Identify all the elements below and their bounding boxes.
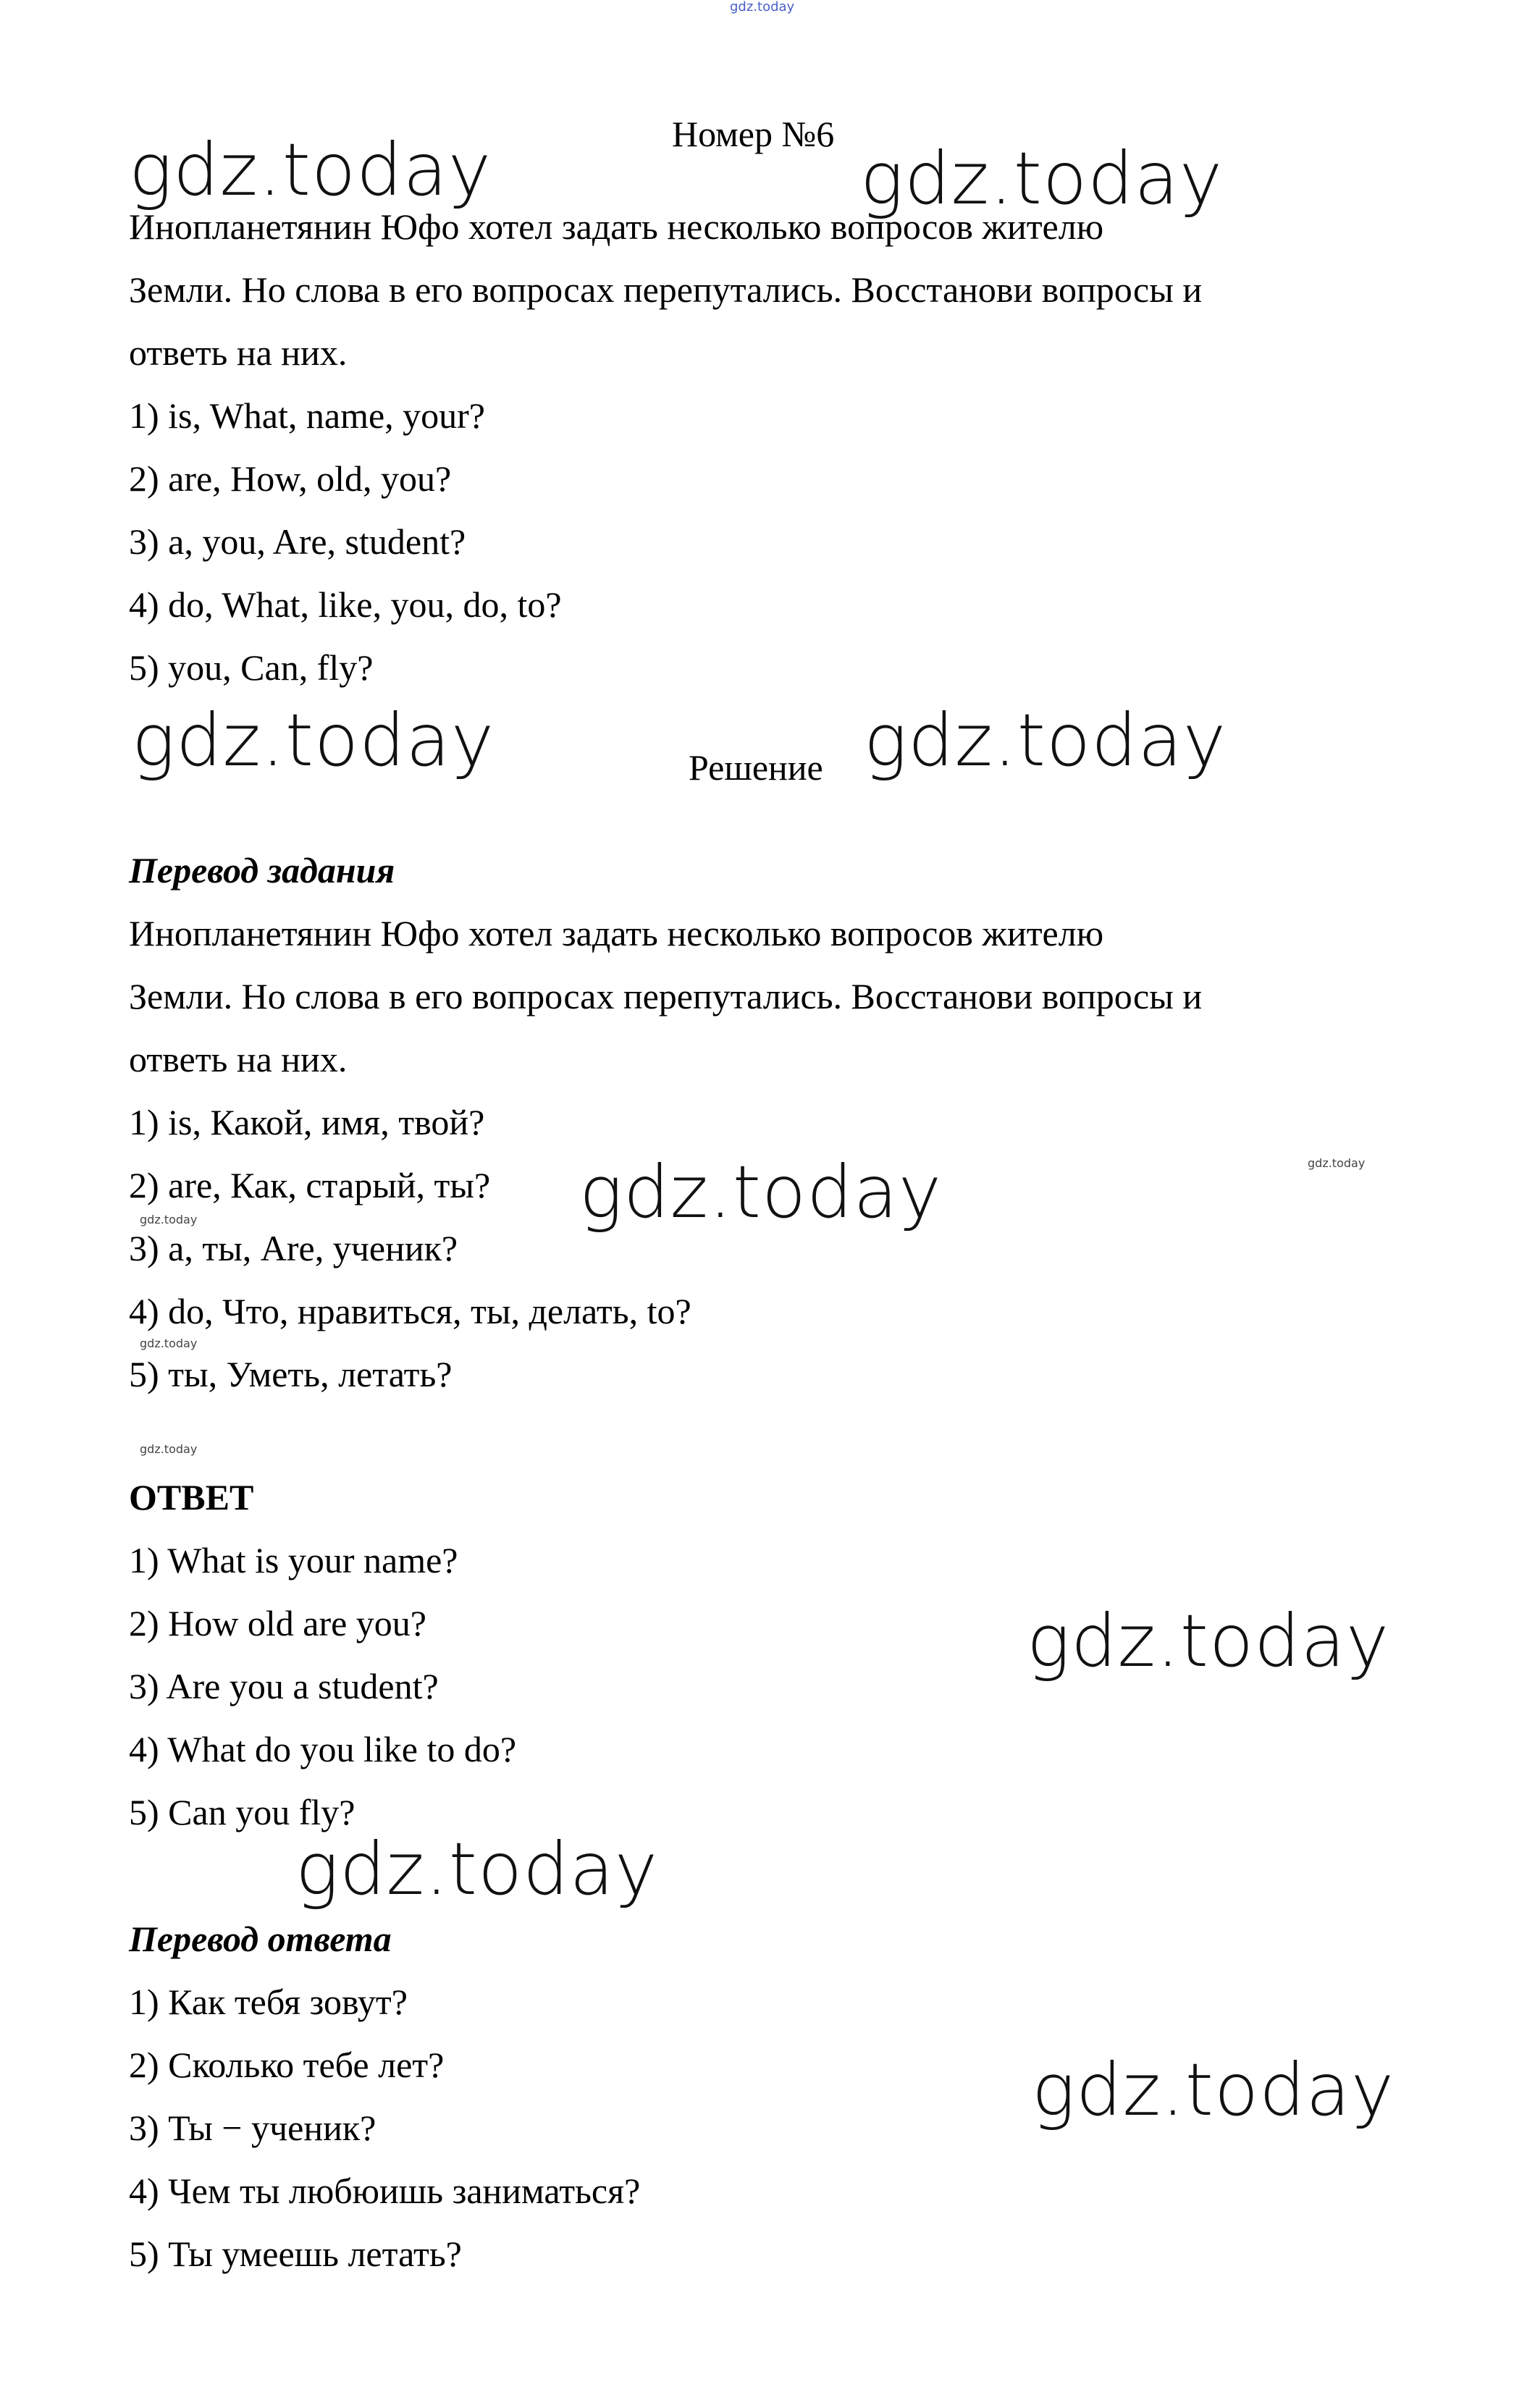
task-item-4: 4) do, What, like, you, do, to? [129,584,562,625]
answer-translation-item-5: 5) Ты умеешь летать? [129,2234,462,2274]
task-translation-line-2: Земли. Но слова в его вопросах перепутались. Восстанови вопросы и [129,976,1203,1016]
watermark-logo: gdz.today [864,698,1227,783]
task-item-2: 2) are, How, old, you? [129,458,452,499]
task-translation-item-5: 5) ты, Уметь, летать? [129,1354,453,1394]
answer-item-4: 4) What do you like to do? [129,1729,517,1769]
task-line-2: Земли. Но слова в его вопросах перепутались. Восстанови вопросы и [129,269,1203,310]
watermark-small: gdz.today [1308,1156,1366,1170]
task-translation-line-3: ответь на них. [129,1039,348,1079]
watermark-logo: gdz.today [132,698,495,783]
top-watermark: gdz.today [730,0,795,14]
answer-translation-item-3: 3) Ты − ученик? [129,2108,377,2148]
watermark-logo: gdz.today [295,1827,659,1911]
task-translation-item-4: 4) do, Что, нравиться, ты, делать, to? [129,1291,691,1331]
task-item-1: 1) is, What, name, your? [129,395,485,436]
answer-translation-item-4: 4) Чем ты любюишь заниматься? [129,2171,641,2211]
task-line-1: Инопланетянин Юфо хотел задать несколько вопросов жителю [129,206,1104,247]
answer-translation-heading: Перевод ответа [129,1919,392,1959]
answer-heading: ОТВЕТ [129,1477,254,1517]
answer-item-5: 5) Can you fly? [129,1792,356,1832]
solution-label: Решение [689,747,823,788]
watermark-logo: gdz.today [1027,1599,1390,1683]
watermark-logo: gdz.today [860,136,1224,221]
task-item-3: 3) a, you, Are, student? [129,521,466,562]
task-translation-item-3: 3) a, ты, Are, ученик? [129,1228,458,1268]
task-item-5: 5) you, Can, fly? [129,647,374,688]
answer-translation-item-2: 2) Сколько тебе лет? [129,2045,445,2085]
watermark-small: gdz.today [140,1336,198,1350]
answer-item-1: 1) What is your name? [129,1540,458,1580]
watermark-small: gdz.today [140,1442,198,1456]
task-translation-item-2: 2) are, Как, старый, ты? [129,1165,491,1205]
page-title: Номер №6 [672,114,835,154]
task-translation-item-1: 1) is, Какой, имя, твой? [129,1102,485,1142]
task-line-3: ответь на них. [129,332,348,373]
watermark-logo: gdz.today [129,127,492,212]
watermark-small: gdz.today [140,1213,198,1226]
task-translation-line-1: Инопланетянин Юфо хотел задать несколько вопросов жителю [129,913,1104,953]
answer-item-2: 2) How old are you? [129,1603,426,1643]
watermark-logo: gdz.today [579,1150,943,1234]
watermark-logo: gdz.today [1032,2047,1395,2132]
answer-translation-item-1: 1) Как тебя зовут? [129,1982,408,2022]
answer-item-3: 3) Are you a student? [129,1666,439,1706]
task-translation-heading: Перевод задания [129,850,395,891]
